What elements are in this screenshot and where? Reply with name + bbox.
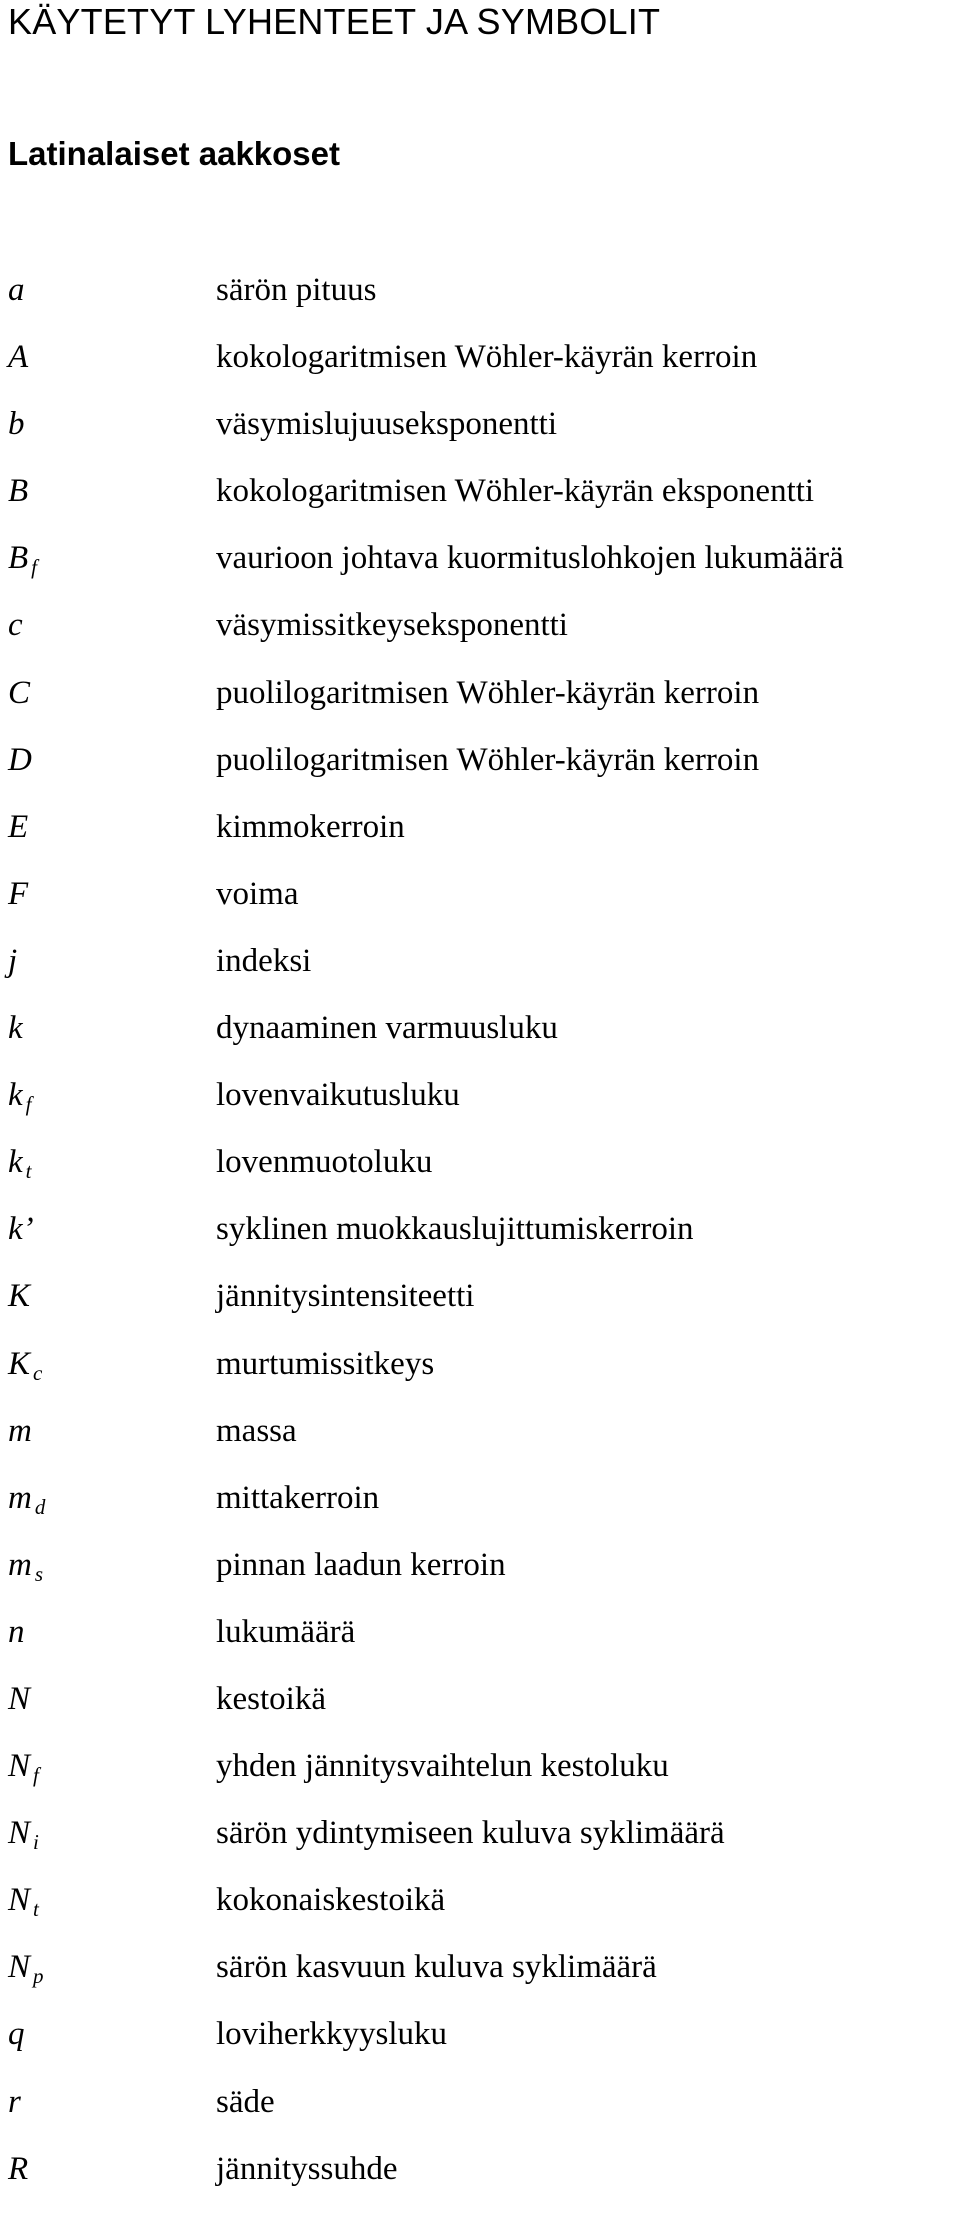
- symbol-row: [0, 1476, 960, 1543]
- symbol-row: [0, 402, 960, 469]
- symbol-row: [0, 1073, 960, 1140]
- symbol-row: [0, 1677, 960, 1744]
- symbol: [8, 738, 32, 782]
- symbol-definition: indeksi: [216, 942, 312, 979]
- symbol-base: K: [8, 1278, 31, 1315]
- symbol-definition: puolilogaritmisen Wöhler-käyrän kerroin: [216, 741, 760, 778]
- symbol-base: c: [8, 607, 23, 644]
- symbol: [8, 939, 17, 983]
- symbol-base: m: [8, 1412, 32, 1449]
- symbol-base: q: [8, 2016, 25, 2053]
- symbol-base: N: [8, 1748, 31, 1785]
- symbol-row: [0, 872, 960, 939]
- symbol-row: [0, 1811, 960, 1878]
- symbol-definition: syklinen muokkauslujittumiskerroin: [216, 1211, 694, 1248]
- symbol-row: [0, 2080, 960, 2147]
- symbol-definition: lovenvaikutusluku: [216, 1077, 460, 1114]
- symbol-base: k: [8, 1144, 23, 1181]
- symbol-subscript: f: [33, 1763, 39, 1788]
- symbol-row: [0, 2012, 960, 2079]
- symbol-row: [0, 805, 960, 872]
- symbol-definition: säde: [216, 2083, 275, 2120]
- symbol: [8, 1073, 32, 1117]
- symbol-subscript: f: [25, 1092, 32, 1117]
- symbol: [8, 268, 25, 312]
- symbol-base: B: [8, 540, 29, 577]
- symbol: [8, 1140, 32, 1184]
- symbol-definition: voima: [216, 875, 299, 912]
- symbol-base: N: [8, 1815, 31, 1852]
- symbol-base: A: [8, 339, 29, 376]
- symbol: [8, 2012, 25, 2056]
- symbol: [8, 1945, 44, 1989]
- symbol-base: K: [8, 1345, 31, 1382]
- symbol-definition: jännityssuhde: [216, 2150, 398, 2187]
- symbol: [8, 1610, 25, 1654]
- symbol-subscript: s: [34, 1561, 44, 1586]
- symbol-base: j: [8, 942, 18, 979]
- symbol-base: N: [8, 1680, 31, 1717]
- symbol: [8, 1476, 45, 1520]
- symbol-definition: yhden jännitysvaihtelun kestoluku: [216, 1748, 669, 1785]
- symbol: [8, 671, 30, 715]
- symbol-definition: puolilogaritmisen Wöhler-käyrän kerroin: [216, 674, 760, 711]
- symbol-row: [0, 1610, 960, 1677]
- symbol-base: C: [8, 674, 31, 711]
- symbol-row: [0, 469, 960, 536]
- symbol: [8, 1409, 32, 1453]
- symbol: [8, 1274, 30, 1318]
- symbol-definition: murtumissitkeys: [216, 1345, 435, 1382]
- symbol: [8, 1006, 23, 1050]
- symbol: [8, 872, 28, 916]
- symbol-subscript: d: [34, 1494, 46, 1519]
- symbol-subscript: t: [25, 1159, 32, 1184]
- symbol-list: [0, 268, 960, 2214]
- symbol-base: b: [8, 406, 25, 443]
- symbol: [8, 1878, 39, 1922]
- symbol: [8, 1811, 39, 1855]
- page-title: KÄYTETYT LYHENTEET JA SYMBOLIT: [8, 1, 661, 42]
- symbol-definition: kestoikä: [216, 1680, 326, 1717]
- symbol-subscript: p: [33, 1964, 44, 1989]
- symbol-row: [0, 335, 960, 402]
- symbol-base: k: [8, 1077, 23, 1114]
- symbol: [8, 1677, 30, 1721]
- symbol-subscript: f: [31, 555, 38, 580]
- symbol-definition: kokologaritmisen Wöhler-käyrän kerroin: [216, 339, 758, 376]
- symbol-definition: kokonaiskestoikä: [216, 1882, 446, 1919]
- symbol-definition: loviherkkyysluku: [216, 2016, 447, 2053]
- symbol-definition: särön pituus: [216, 272, 377, 308]
- symbol: [8, 2080, 21, 2124]
- symbol-row: [0, 268, 960, 335]
- symbol-base: m: [8, 1479, 32, 1516]
- symbol-row: [0, 536, 960, 603]
- symbol: [8, 1543, 43, 1587]
- symbol-base: D: [8, 741, 32, 778]
- symbol: [8, 1207, 34, 1251]
- symbol-definition: väsymissitkeyseksponentti: [216, 607, 568, 644]
- symbol-base: a: [8, 272, 25, 308]
- symbol-row: [0, 1878, 960, 1945]
- symbol: [8, 805, 28, 849]
- symbol-row: [0, 671, 960, 738]
- symbol: [8, 1342, 42, 1386]
- symbol-definition: mittakerroin: [216, 1479, 380, 1516]
- symbol: [8, 603, 23, 647]
- symbol-row: [0, 1140, 960, 1207]
- symbol-base: F: [8, 875, 29, 912]
- symbol: [8, 2147, 28, 2191]
- symbol-definition: dynaaminen varmuusluku: [216, 1010, 558, 1047]
- symbol-row: [0, 603, 960, 670]
- symbol: [8, 469, 28, 513]
- symbol-row: [0, 1274, 960, 1341]
- symbol-row: [0, 2147, 960, 2214]
- symbol-subscript: c: [33, 1360, 43, 1385]
- symbol: [8, 1744, 39, 1788]
- symbol-base: n: [8, 1613, 25, 1650]
- symbol-subscript: i: [33, 1830, 39, 1855]
- symbol-row: [0, 1342, 960, 1409]
- symbol-definition: kimmokerroin: [216, 808, 405, 845]
- symbol-base: k’: [8, 1211, 34, 1248]
- symbol-base: B: [8, 473, 29, 510]
- symbol-row: [0, 1744, 960, 1811]
- symbol-row: [0, 1006, 960, 1073]
- symbol-subscript: t: [33, 1897, 39, 1922]
- symbol-base: R: [8, 2150, 29, 2187]
- symbol-base: N: [8, 1949, 31, 1986]
- symbol-base: r: [8, 2083, 21, 2120]
- symbol-definition: lukumäärä: [216, 1613, 356, 1650]
- symbol-definition: kokologaritmisen Wöhler-käyrän eksponentti: [216, 473, 815, 510]
- symbol-base: N: [8, 1882, 31, 1919]
- symbol-row: [0, 1945, 960, 2012]
- symbol-definition: jännitysintensiteetti: [216, 1278, 475, 1315]
- symbol-row: [0, 1409, 960, 1476]
- symbol: [8, 335, 28, 379]
- symbol-definition: särön ydintymiseen kuluva syklimäärä: [216, 1815, 725, 1852]
- symbol-base: k: [8, 1010, 23, 1047]
- symbol-row: [0, 738, 960, 805]
- symbol: [8, 402, 25, 446]
- symbol-definition: pinnan laadun kerroin: [216, 1546, 506, 1583]
- symbol-definition: väsymislujuuseksponentti: [216, 406, 557, 443]
- symbol-definition: massa: [216, 1412, 297, 1449]
- symbol-definition: särön kasvuun kuluva syklimäärä: [216, 1949, 657, 1986]
- symbol-base: m: [8, 1546, 32, 1583]
- symbol-definition: lovenmuotoluku: [216, 1144, 433, 1181]
- symbol-row: [0, 939, 960, 1006]
- section-heading: Latinalaiset aakkoset: [8, 135, 340, 172]
- symbol-row: [0, 1207, 960, 1274]
- symbol-definition: vaurioon johtava kuormituslohkojen lukumäärä: [216, 540, 844, 577]
- symbol-base: E: [8, 808, 29, 845]
- symbol-row: [0, 1543, 960, 1610]
- symbol: [8, 536, 37, 580]
